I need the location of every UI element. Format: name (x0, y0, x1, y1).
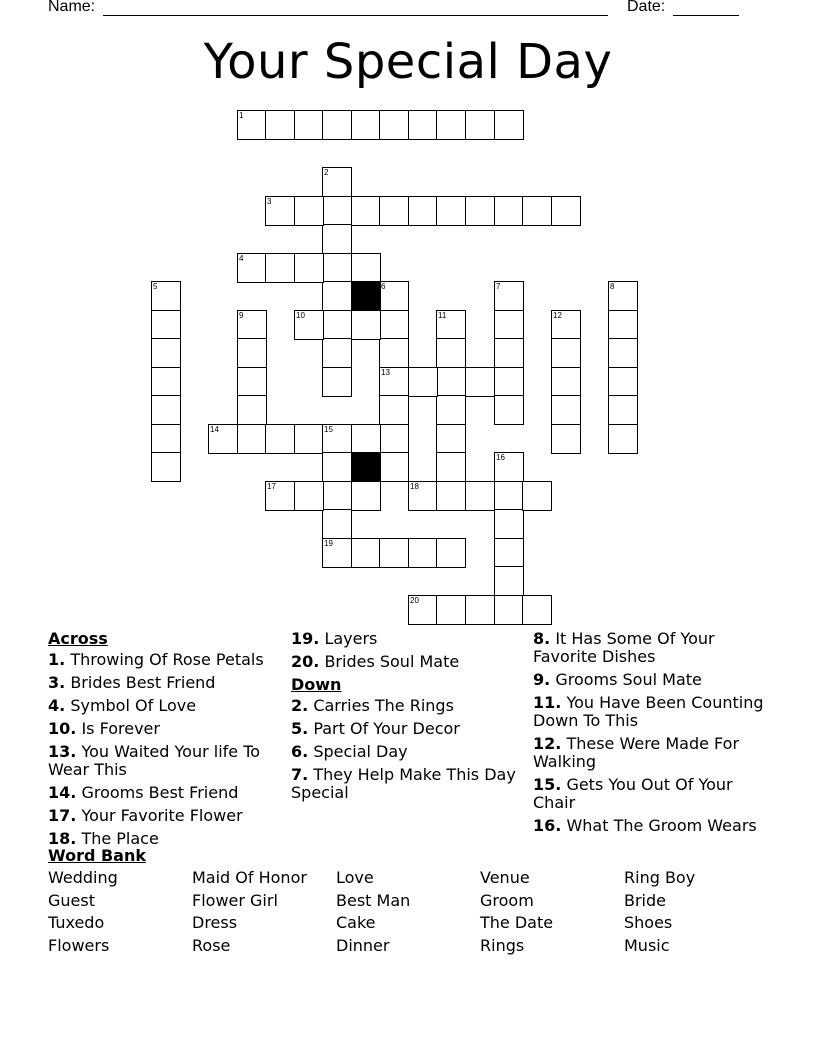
grid-cell[interactable] (436, 452, 466, 482)
grid-cell[interactable] (608, 395, 638, 425)
grid-cell[interactable] (436, 338, 466, 368)
clue-down-7: 7. They Help Make This Day Special (291, 765, 516, 802)
grid-cell[interactable] (494, 281, 524, 311)
clue-across-10: 10. Is Forever (48, 719, 160, 738)
clue-number: 13 (381, 368, 390, 377)
clues-column-1 (48, 630, 280, 853)
clue-across-13: 13. You Waited Your life To Wear This (48, 742, 261, 779)
word-bank-item: Bride (624, 891, 666, 910)
grid-cell[interactable] (436, 310, 466, 340)
page-title: Your Special Day (203, 34, 613, 90)
clue-across-4: 4. Symbol Of Love (48, 696, 197, 715)
grid-cell[interactable] (322, 452, 352, 482)
grid-cell[interactable] (351, 481, 381, 511)
clue-number: 20 (410, 596, 419, 605)
grid-cell[interactable] (379, 338, 409, 368)
grid-cell[interactable] (294, 424, 324, 454)
word-bank-item: Shoes (624, 913, 673, 932)
grid-cell[interactable] (322, 110, 352, 140)
clue-across-1: 1. Throwing Of Rose Petals (48, 650, 264, 669)
grid-cell[interactable] (265, 110, 295, 140)
grid-cell[interactable] (237, 110, 267, 140)
grid-cell[interactable] (379, 452, 409, 482)
grid-cell[interactable] (494, 110, 524, 140)
grid-cell[interactable] (379, 538, 409, 568)
grid-cell[interactable] (551, 338, 581, 368)
grid-cell[interactable] (237, 253, 267, 283)
grid-cell[interactable] (294, 481, 324, 511)
clue-across-19: 19. Layers (291, 629, 378, 648)
grid-cell[interactable] (494, 367, 524, 397)
grid-cell[interactable] (237, 310, 267, 340)
grid-cell[interactable] (379, 281, 409, 311)
grid-cell[interactable] (551, 367, 581, 397)
grid-cell[interactable] (151, 452, 181, 482)
grid-cell[interactable] (494, 338, 524, 368)
grid-cell[interactable] (494, 481, 524, 511)
grid-cell[interactable] (237, 338, 267, 368)
grid-cell[interactable] (551, 310, 581, 340)
clue-number: 8 (610, 282, 615, 291)
grid-cell[interactable] (494, 538, 524, 568)
clue-down-9: 9. Grooms Soul Mate (533, 670, 702, 689)
word-bank-item: Maid Of Honor (192, 868, 307, 887)
grid-cell[interactable] (351, 310, 381, 340)
black-cell (351, 452, 381, 482)
grid-cell[interactable] (465, 481, 495, 511)
grid-cell[interactable] (351, 253, 381, 283)
grid-cell[interactable] (494, 595, 524, 625)
grid-cell[interactable] (265, 253, 295, 283)
date-label: Date: (627, 0, 666, 15)
grid-cell[interactable] (608, 281, 638, 311)
word-bank-item: Flower Girl (192, 891, 278, 910)
grid-cell[interactable] (322, 367, 352, 397)
grid-cell[interactable] (322, 196, 352, 226)
grid-cell[interactable] (322, 509, 352, 539)
word-bank-title: Word Bank (48, 846, 147, 865)
word-bank-item: Guest (48, 891, 95, 910)
clue-number: 19 (324, 539, 333, 548)
clue-number: 10 (296, 311, 305, 320)
clue-down-5: 5. Part Of Your Decor (291, 719, 460, 738)
grid-cell[interactable] (237, 367, 267, 397)
clue-number: 12 (553, 311, 562, 320)
grid-cell[interactable] (551, 395, 581, 425)
grid-cell[interactable] (465, 110, 495, 140)
word-bank-item: Venue (480, 868, 530, 887)
word-bank-item: Groom (480, 891, 534, 910)
black-cell (351, 281, 381, 311)
grid-cell[interactable] (379, 367, 409, 397)
grid-cell[interactable] (408, 196, 438, 226)
grid-cell[interactable] (436, 538, 466, 568)
grid-cell[interactable] (322, 167, 352, 197)
clue-down-12: 12. These Were Made For Walking (533, 734, 740, 771)
word-bank-item: Ring Boy (624, 868, 696, 887)
grid-cell[interactable] (322, 338, 352, 368)
clue-across-17: 17. Your Favorite Flower (48, 806, 243, 825)
grid-cell[interactable] (208, 424, 238, 454)
clue-across-3: 3. Brides Best Friend (48, 673, 216, 692)
grid-cell[interactable] (265, 424, 295, 454)
clues-column-2 (291, 630, 523, 807)
grid-cell[interactable] (265, 196, 295, 226)
grid-cell[interactable] (322, 481, 352, 511)
word-bank-item: Best Man (336, 891, 411, 910)
grid-cell[interactable] (551, 196, 581, 226)
across-heading: Across (48, 629, 108, 648)
clue-number: 9 (239, 311, 244, 320)
grid-cell[interactable] (379, 424, 409, 454)
grid-cell[interactable] (351, 196, 381, 226)
grid-cell[interactable] (408, 110, 438, 140)
grid-cell[interactable] (322, 424, 352, 454)
grid-cell[interactable] (322, 310, 352, 340)
clue-across-14: 14. Grooms Best Friend (48, 783, 239, 802)
grid-cell[interactable] (608, 338, 638, 368)
grid-cell[interactable] (408, 481, 438, 511)
clue-number: 6 (381, 282, 386, 291)
grid-cell[interactable] (379, 310, 409, 340)
grid-cell[interactable] (408, 367, 438, 397)
clue-down-2: 2. Carries The Rings (291, 696, 454, 715)
grid-cell[interactable] (322, 224, 352, 254)
grid-cell[interactable] (294, 196, 324, 226)
clue-number: 1 (239, 111, 244, 120)
word-bank-item: Tuxedo (48, 913, 105, 932)
grid-cell[interactable] (436, 595, 466, 625)
word-bank-item: Love (336, 868, 374, 887)
grid-cell[interactable] (151, 310, 181, 340)
grid-cell[interactable] (408, 595, 438, 625)
clue-number: 17 (267, 482, 276, 491)
clue-down-6: 6. Special Day (291, 742, 408, 761)
clues-column-3 (533, 630, 773, 840)
grid-cell[interactable] (465, 196, 495, 226)
grid-cell[interactable] (608, 424, 638, 454)
grid-cell[interactable] (436, 196, 466, 226)
grid-cell[interactable] (265, 481, 295, 511)
clue-number: 4 (239, 254, 244, 263)
grid-cell[interactable] (551, 424, 581, 454)
word-bank-item: Dress (192, 913, 238, 932)
grid-cell[interactable] (465, 367, 495, 397)
grid-cell[interactable] (408, 538, 438, 568)
clue-number: 7 (496, 282, 501, 291)
grid-cell[interactable] (322, 253, 352, 283)
grid-cell[interactable] (494, 395, 524, 425)
grid-cell[interactable] (294, 310, 324, 340)
word-bank-item: Music (624, 936, 670, 955)
grid-cell[interactable] (494, 310, 524, 340)
grid-cell[interactable] (379, 395, 409, 425)
grid-cell[interactable] (465, 595, 495, 625)
grid-cell[interactable] (351, 424, 381, 454)
word-bank-item: The Date (480, 913, 554, 932)
grid-cell[interactable] (379, 110, 409, 140)
clue-down-15: 15. Gets You Out Of Your Chair (533, 775, 733, 812)
grid-cell[interactable] (322, 538, 352, 568)
grid-cell[interactable] (294, 110, 324, 140)
clue-across-20: 20. Brides Soul Mate (291, 652, 460, 671)
grid-cell[interactable] (294, 253, 324, 283)
clue-down-8: 8. It Has Some Of Your Favorite Dishes (533, 629, 715, 666)
grid-cell[interactable] (436, 481, 466, 511)
grid-cell[interactable] (351, 538, 381, 568)
clue-number: 3 (267, 197, 272, 206)
date-field[interactable] (673, 15, 739, 16)
clue-number: 11 (438, 311, 447, 320)
grid-cell[interactable] (522, 595, 552, 625)
grid-cell[interactable] (151, 395, 181, 425)
grid-cell[interactable] (151, 424, 181, 454)
grid-cell[interactable] (608, 367, 638, 397)
grid-cell[interactable] (151, 338, 181, 368)
word-bank-item: Wedding (48, 868, 118, 887)
grid-cell[interactable] (494, 196, 524, 226)
grid-cell[interactable] (608, 310, 638, 340)
grid-cell[interactable] (494, 452, 524, 482)
grid-cell[interactable] (436, 110, 466, 140)
grid-cell[interactable] (494, 509, 524, 539)
word-bank-item: Rose (192, 936, 231, 955)
clue-down-11: 11. You Have Been Counting Down To This (533, 693, 764, 730)
clue-down-16: 16. What The Groom Wears (533, 816, 757, 835)
word-bank-item: Flowers (48, 936, 110, 955)
clue-number: 14 (210, 425, 219, 434)
grid-cell[interactable] (151, 281, 181, 311)
clue-number: 5 (153, 282, 158, 291)
grid-cell[interactable] (494, 566, 524, 596)
grid-cell[interactable] (351, 110, 381, 140)
clue-number: 18 (410, 482, 419, 491)
grid-cell[interactable] (436, 367, 466, 397)
clue-number: 16 (496, 453, 505, 462)
name-label: Name: (48, 0, 96, 15)
grid-cell[interactable] (237, 395, 267, 425)
word-bank-item: Dinner (336, 936, 390, 955)
grid-cell[interactable] (151, 367, 181, 397)
clue-number: 2 (324, 168, 329, 177)
grid-cell[interactable] (237, 424, 267, 454)
grid-cell[interactable] (522, 481, 552, 511)
word-bank-item: Cake (336, 913, 376, 932)
grid-cell[interactable] (436, 395, 466, 425)
clue-across-18: 18. The Place (48, 829, 159, 848)
down-heading: Down (291, 675, 342, 694)
grid-cell[interactable] (436, 424, 466, 454)
word-bank-item: Rings (480, 936, 525, 955)
clue-number: 15 (324, 425, 333, 434)
grid-cell[interactable] (522, 196, 552, 226)
grid-cell[interactable] (379, 196, 409, 226)
name-field[interactable] (103, 15, 608, 16)
grid-cell[interactable] (322, 281, 352, 311)
